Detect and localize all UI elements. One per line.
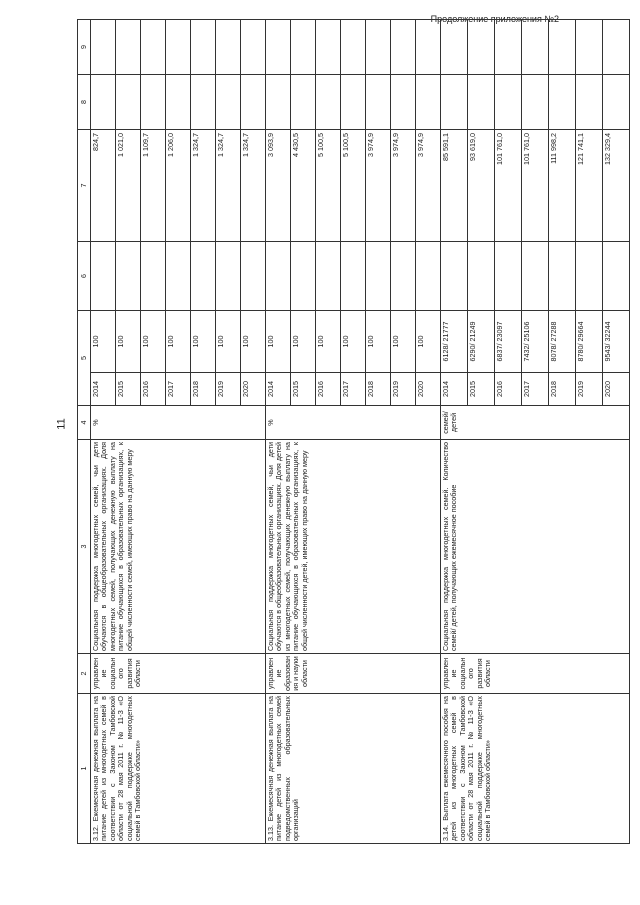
target-value-cell: 100 xyxy=(391,311,416,373)
funding-value-cell: 101 761,0 xyxy=(522,130,549,242)
measure-cell: 3.14. Выплата ежемесячного пособия на детей из многодетных семей в соответствии с Законом Тамбовской области от 28 мая 2011 г. № 11-З «О социальной поддержке многодетных семей в Тамбовской области» xyxy=(441,694,630,844)
year-cell: 2019 xyxy=(391,373,416,406)
target-value-cell: 100 xyxy=(416,311,441,373)
col6-cell xyxy=(316,242,341,311)
col6-cell xyxy=(576,242,603,311)
col6-cell xyxy=(603,242,630,311)
year-cell: 2019 xyxy=(216,373,241,406)
col8-cell xyxy=(266,75,291,130)
unit-cell: % xyxy=(266,406,441,440)
year-cell: 2015 xyxy=(116,373,141,406)
target-value-cell: 100 xyxy=(166,311,191,373)
col6-cell xyxy=(341,242,366,311)
funding-value-cell: 85 591,1 xyxy=(441,130,468,242)
col9-cell xyxy=(576,20,603,75)
target-value-cell: 100 xyxy=(316,311,341,373)
measure-cell: 3.12. Ежемесячная денежная выплата на питание детей из многодетных семей в соответствии с Законом Тамбовской области от 28 мая 2011 г. № 11-З «О социальной поддержке многодетных семей в Тамбовской области» xyxy=(91,694,266,844)
target-value-cell: 100 xyxy=(116,311,141,373)
col8-cell xyxy=(141,75,166,130)
col6-cell xyxy=(166,242,191,311)
header-col-2: 2 xyxy=(78,654,91,694)
unit-cell: семей/ детей xyxy=(441,406,630,440)
header-col-4: 4 xyxy=(78,406,91,440)
col9-cell xyxy=(603,20,630,75)
target-value-cell: 6837/ 23097 xyxy=(495,311,522,373)
target-value-cell: 9543/ 32244 xyxy=(603,311,630,373)
year-cell: 2017 xyxy=(166,373,191,406)
year-cell: 2017 xyxy=(341,373,366,406)
col9-cell xyxy=(191,20,216,75)
target-value-cell: 100 xyxy=(291,311,316,373)
year-cell: 2020 xyxy=(603,373,630,406)
target-value-cell: 100 xyxy=(241,311,266,373)
funding-value-cell: 1 109,7 xyxy=(141,130,166,242)
appendix-table xyxy=(77,19,630,844)
col8-cell xyxy=(341,75,366,130)
year-cell: 2016 xyxy=(316,373,341,406)
year-cell: 2019 xyxy=(576,373,603,406)
col9-cell xyxy=(549,20,576,75)
header-col-7: 7 xyxy=(78,130,91,242)
year-cell: 2015 xyxy=(468,373,495,406)
col8-cell xyxy=(549,75,576,130)
col9-cell xyxy=(166,20,191,75)
target-value-cell: 100 xyxy=(91,311,116,373)
col6-cell xyxy=(91,242,116,311)
measure-cell: 3.13. Ежемесячная денежная выплата на питание детей из многодетных семей подведомственных образовательных организаций xyxy=(266,694,441,844)
target-value-cell: 100 xyxy=(266,311,291,373)
header-col-6: 6 xyxy=(78,242,91,311)
col8-cell xyxy=(316,75,341,130)
funding-value-cell: 5 100,5 xyxy=(316,130,341,242)
funding-value-cell: 3 974,9 xyxy=(416,130,441,242)
col9-cell xyxy=(416,20,441,75)
col9-cell xyxy=(91,20,116,75)
col6-cell xyxy=(266,242,291,311)
table-row xyxy=(441,20,468,844)
header-col-8: 8 xyxy=(78,75,91,130)
col8-cell xyxy=(522,75,549,130)
table-row xyxy=(266,20,291,844)
target-value-cell: 6128/ 21777 xyxy=(441,311,468,373)
col9-cell xyxy=(341,20,366,75)
target-value-cell: 100 xyxy=(141,311,166,373)
col8-cell xyxy=(416,75,441,130)
year-cell: 2020 xyxy=(416,373,441,406)
funding-value-cell: 1 324,7 xyxy=(191,130,216,242)
target-value-cell: 100 xyxy=(366,311,391,373)
funding-value-cell: 1 206,0 xyxy=(166,130,191,242)
col6-cell xyxy=(216,242,241,311)
target-value-cell: 7432/ 25106 xyxy=(522,311,549,373)
col8-cell xyxy=(291,75,316,130)
col9-cell xyxy=(116,20,141,75)
col9-cell xyxy=(522,20,549,75)
indicator-cell: Социальная поддержка многодетных семей, чьи дети обучаются в общеобразовательных организациях. Доля многодетных семей, получающих денежную выплату на питание обучающихся в образовательных организациях, к общей численности семей, имеющих право на данную меру xyxy=(91,440,266,654)
executor-cell: управление социального развития области xyxy=(441,654,630,694)
target-value-cell: 100 xyxy=(191,311,216,373)
funding-value-cell: 824,7 xyxy=(91,130,116,242)
col6-cell xyxy=(391,242,416,311)
col6-cell xyxy=(116,242,141,311)
year-cell: 2018 xyxy=(191,373,216,406)
header-col-9: 9 xyxy=(78,20,91,75)
col8-cell xyxy=(391,75,416,130)
col9-cell xyxy=(391,20,416,75)
indicator-cell: Социальная поддержка многодетных семей, чьи дети обучаются в общеобразовательных организациях. Доля детей из многодетных семей, получающих денежную выплату на питание обучающихся в образовательных организациях, к общей численности детей, имеющих право на данную меру xyxy=(266,440,441,654)
col8-cell xyxy=(116,75,141,130)
funding-value-cell: 1 324,7 xyxy=(241,130,266,242)
funding-value-cell: 111 998,2 xyxy=(549,130,576,242)
col6-cell xyxy=(522,242,549,311)
year-cell: 2020 xyxy=(241,373,266,406)
target-value-cell: 100 xyxy=(216,311,241,373)
col8-cell xyxy=(241,75,266,130)
col6-cell xyxy=(416,242,441,311)
funding-value-cell: 3 093,9 xyxy=(266,130,291,242)
year-cell: 2017 xyxy=(522,373,549,406)
target-value-cell: 100 xyxy=(341,311,366,373)
year-cell: 2014 xyxy=(266,373,291,406)
col8-cell xyxy=(216,75,241,130)
year-cell: 2016 xyxy=(495,373,522,406)
col8-cell xyxy=(603,75,630,130)
col9-cell xyxy=(291,20,316,75)
col8-cell xyxy=(495,75,522,130)
col6-cell xyxy=(191,242,216,311)
rotated-table xyxy=(77,20,612,844)
header-col-5: 5 xyxy=(78,311,91,406)
col8-cell xyxy=(468,75,495,130)
col9-cell xyxy=(366,20,391,75)
col9-cell xyxy=(241,20,266,75)
header-col-3: 3 xyxy=(78,440,91,654)
col9-cell xyxy=(216,20,241,75)
header-col-1: 1 xyxy=(78,694,91,844)
funding-value-cell: 1 021,0 xyxy=(116,130,141,242)
funding-value-cell: 3 974,9 xyxy=(366,130,391,242)
col6-cell xyxy=(468,242,495,311)
col8-cell xyxy=(166,75,191,130)
col9-cell xyxy=(468,20,495,75)
executor-cell: управление социального развития области xyxy=(91,654,266,694)
col6-cell xyxy=(495,242,522,311)
col6-cell xyxy=(291,242,316,311)
col6-cell xyxy=(241,242,266,311)
executor-cell: управление образования и науки области xyxy=(266,654,441,694)
header-row xyxy=(78,20,91,844)
target-value-cell: 6290/ 21249 xyxy=(468,311,495,373)
col6-cell xyxy=(549,242,576,311)
appendix-caption: Продолжение приложения №2 xyxy=(430,14,559,24)
year-cell: 2016 xyxy=(141,373,166,406)
col9-cell xyxy=(141,20,166,75)
target-value-cell: 8780/ 29664 xyxy=(576,311,603,373)
col8-cell xyxy=(441,75,468,130)
col9-cell xyxy=(441,20,468,75)
col9-cell xyxy=(495,20,522,75)
funding-value-cell: 3 974,9 xyxy=(391,130,416,242)
col9-cell xyxy=(316,20,341,75)
year-cell: 2018 xyxy=(549,373,576,406)
col6-cell xyxy=(441,242,468,311)
target-value-cell: 8078/ 27288 xyxy=(549,311,576,373)
col8-cell xyxy=(191,75,216,130)
table-row xyxy=(91,20,116,844)
rotated-table-area xyxy=(77,20,612,844)
funding-value-cell: 101 761,0 xyxy=(495,130,522,242)
funding-value-cell: 132 329,4 xyxy=(603,130,630,242)
year-cell: 2014 xyxy=(441,373,468,406)
col8-cell xyxy=(91,75,116,130)
funding-value-cell: 5 100,5 xyxy=(341,130,366,242)
funding-value-cell: 4 430,5 xyxy=(291,130,316,242)
unit-cell: % xyxy=(91,406,266,440)
col6-cell xyxy=(141,242,166,311)
funding-value-cell: 93 619,0 xyxy=(468,130,495,242)
funding-value-cell: 121 741,1 xyxy=(576,130,603,242)
funding-value-cell: 1 324,7 xyxy=(216,130,241,242)
col8-cell xyxy=(366,75,391,130)
year-cell: 2015 xyxy=(291,373,316,406)
col8-cell xyxy=(576,75,603,130)
col9-cell xyxy=(266,20,291,75)
year-cell: 2014 xyxy=(91,373,116,406)
col6-cell xyxy=(366,242,391,311)
page-number: 11 xyxy=(55,418,68,430)
indicator-cell: Социальная поддержка многодетных семей. Количество семей/ детей, получающих ежемесячное пособие xyxy=(441,440,630,654)
year-cell: 2018 xyxy=(366,373,391,406)
